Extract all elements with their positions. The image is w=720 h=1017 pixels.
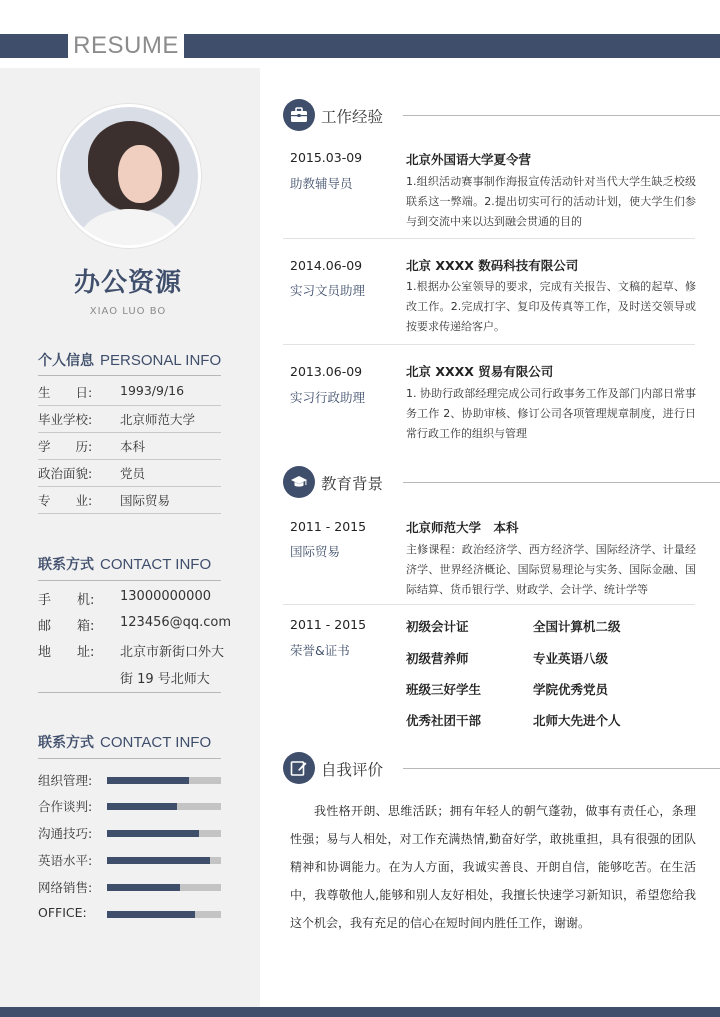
graduation-cap-badge (283, 466, 315, 498)
honor-item: 初级会计证 (406, 619, 469, 634)
skill-row (38, 851, 228, 869)
info-value: 1993/9/16 (120, 383, 185, 398)
footer-bar (0, 1007, 720, 1017)
education-separator (283, 604, 695, 605)
work-date: 2013.06-09 (290, 364, 363, 379)
honor-date: 2011 - 2015 (290, 617, 367, 632)
skill-bar-track (107, 777, 221, 784)
self-section-title: 自我评价 (321, 761, 384, 779)
skill-bar-fill (107, 911, 195, 918)
honor-label: 荣誉&证书 (290, 643, 350, 658)
skill-row (38, 878, 228, 896)
contact-value: 13000000000 (120, 589, 211, 604)
contact-label: 手 机: (38, 593, 95, 608)
contact-info-bottom-rule (38, 692, 221, 693)
honor-item: 北师大先进个人 (533, 713, 621, 728)
info-label: 专 业: (38, 493, 93, 508)
skill-row (38, 771, 228, 789)
work-role: 助教辅导员 (290, 176, 353, 191)
skills-title-cn: 联系方式 (38, 735, 94, 751)
info-value: 国际贸易 (120, 493, 171, 508)
honor-item: 班级三好学生 (406, 682, 482, 697)
info-value: 本科 (120, 439, 146, 454)
skill-bar-fill (107, 803, 177, 810)
skill-row (38, 797, 228, 815)
work-desc: 1.根据办公室领导的要求，完成有关报告、文稿的起草、修改工作。2.完成打字、复印及传真等工作，及时送交领导或按要求传递给客户。 (406, 280, 696, 333)
skill-label: 沟通技巧: (38, 826, 93, 841)
honor-item: 优秀社团干部 (406, 713, 482, 728)
skill-bar-track (107, 857, 221, 864)
briefcase-icon (290, 106, 308, 124)
education-major: 国际贸易 (290, 544, 341, 559)
education-desc: 主修课程：政治经济学、西方经济学、国际经济学、计量经济学、世界经济概论、国际贸易理论与实务、国际金融、国际结算、货币银行学、财政学、会计学、统计学等 (406, 543, 696, 596)
education-school: 北京师范大学 本科 (406, 520, 519, 535)
education-section-title: 教育背景 (321, 475, 384, 493)
info-row-political (38, 460, 221, 487)
education-section-rule (403, 482, 720, 483)
personal-info-heading (38, 350, 228, 372)
info-row-degree (38, 433, 221, 460)
honor-item: 学院优秀党员 (533, 682, 609, 697)
contact-info-heading (38, 554, 228, 576)
work-org: 北京 XXXX 数码科技有限公司 (406, 258, 579, 273)
honor-item: 专业英语八级 (533, 651, 609, 666)
skill-bar-track (107, 803, 221, 810)
edit-icon (290, 759, 308, 777)
skill-label: 合作谈判: (38, 799, 93, 814)
info-label: 生 日: (38, 385, 93, 400)
work-date: 2015.03-09 (290, 150, 363, 165)
skill-bar-track (107, 884, 221, 891)
work-org: 北京 XXXX 贸易有限公司 (406, 364, 554, 379)
work-desc: 1. 协助行政部经理完成公司行政事务工作及部门内部日常事务工作 2、协助审核、修订公司各项管理规章制度，进行日常行政工作的组织与管理 (406, 387, 696, 440)
skill-label: 组织管理: (38, 773, 93, 788)
header-bar-right (184, 34, 720, 58)
skill-row (38, 824, 228, 842)
skill-bar-fill (107, 884, 180, 891)
info-row-school (38, 406, 221, 433)
avatar-body (80, 209, 180, 248)
skills-heading (38, 732, 228, 754)
work-date: 2014.06-09 (290, 258, 363, 273)
skill-row (38, 905, 228, 923)
skill-bar-fill (107, 857, 210, 864)
info-row-birthday (38, 379, 221, 406)
skill-label: 网络销售: (38, 880, 93, 895)
personal-info-title-cn: 个人信息 (38, 353, 94, 369)
skills-rule (38, 758, 221, 759)
info-label: 毕业学校: (38, 412, 93, 427)
contact-info-title-cn: 联系方式 (38, 557, 94, 573)
skill-bar-track (107, 830, 221, 837)
contact-info-title-en: CONTACT INFO (100, 556, 212, 573)
work-separator (283, 344, 695, 345)
profile-name: 办公资源 (73, 268, 182, 298)
skill-label: 英语水平: (38, 853, 93, 868)
skill-bar-fill (107, 830, 199, 837)
info-value: 北京师范大学 (120, 412, 196, 427)
avatar-face (118, 145, 162, 203)
briefcase-badge (283, 99, 315, 131)
work-section-rule (403, 115, 720, 116)
header-bar-left (0, 34, 68, 58)
honor-item: 全国计算机二级 (533, 619, 621, 634)
contact-info-rule (38, 580, 221, 581)
avatar (57, 104, 201, 248)
edit-badge (283, 752, 315, 784)
work-desc: 1.组织活动赛事制作海报宣传活动针对当代大学生缺乏校级联系这一弊端。2.提出切实可行的活动计划，使大学生们参与到交流中来以达到融会贯通的目的 (406, 175, 696, 228)
graduation-cap-icon (290, 473, 308, 491)
work-separator (283, 238, 695, 239)
personal-info-rule (38, 375, 221, 376)
skill-bar-fill (107, 777, 189, 784)
work-role: 实习文员助理 (290, 283, 366, 298)
work-section-title: 工作经验 (321, 108, 384, 126)
honor-item: 初级营养师 (406, 651, 469, 666)
contact-label: 地 址: (38, 645, 95, 660)
info-row-major (38, 487, 221, 514)
info-label: 政治面貌: (38, 466, 93, 481)
contact-value: 北京市新街口外大 (120, 645, 225, 660)
skills-title-en: CONTACT INFO (100, 734, 212, 751)
self-evaluation-text: 我性格开朗、思维活跃；拥有年轻人的朝气蓬勃，做事有责任心，条理性强；易与人相处，对工作充满热情,勤奋好学，敢挑重担，具有很强的团队精神和协调能力。在为人方面，我诚实善良、开朗自信，能够吃苦。在生活中，我尊敬他人,能够和别人友好相处，我擅长快速学习新知识，希望您给我这个机会，我有充足的信心在短时间内胜任工作，谢谢。 (290, 804, 696, 930)
personal-info-title-en: PERSONAL INFO (100, 352, 222, 369)
education-date: 2011 - 2015 (290, 519, 367, 534)
work-org: 北京外国语大学夏令营 (406, 152, 532, 167)
self-section-rule (403, 768, 720, 769)
skill-bar-track (107, 911, 221, 918)
contact-label: 邮 箱: (38, 619, 95, 634)
work-role: 实习行政助理 (290, 390, 366, 405)
contact-value: 123456@qq.com (120, 615, 232, 630)
info-value: 党员 (120, 466, 146, 481)
resume-title: RESUME (73, 32, 179, 59)
info-label: 学 历: (38, 439, 93, 454)
profile-name-en: XIAO LUO BO (89, 306, 167, 317)
contact-value: 街 19 号北师大 (120, 672, 210, 687)
skill-label: OFFICE: (38, 905, 87, 920)
